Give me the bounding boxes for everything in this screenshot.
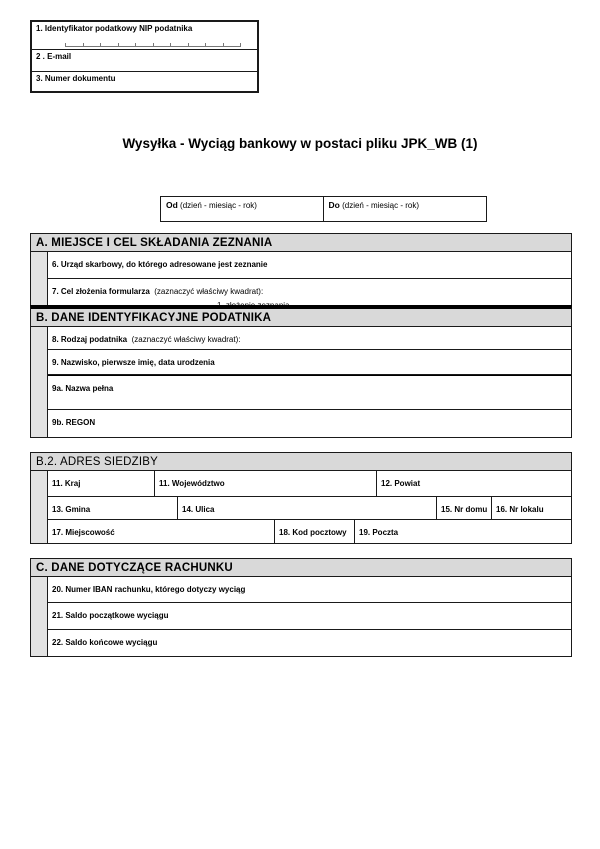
field-16-label: 16. Nr lokalu [496, 505, 544, 514]
field-11-wojewodztwo-label: 11. Województwo [159, 479, 225, 488]
field-9-nazwisko-imie-data[interactable] [48, 350, 571, 375]
section-c-gutter [31, 577, 48, 656]
field-21-saldo-poczatkowe[interactable] [48, 603, 571, 630]
section-c-header: C. DANE DOTYCZĄCE RACHUNKU [31, 559, 571, 577]
date-to-hint: (dzień - miesiąc - rok) [342, 201, 419, 210]
field-12-label: 12. Powiat [381, 479, 421, 488]
date-range-box [160, 196, 487, 222]
nip-entry-line[interactable] [65, 43, 241, 47]
field-18-kod-pocztowy[interactable] [275, 520, 355, 543]
section-a-header: A. MIEJSCE I CEL SKŁADANIA ZEZNANIA [31, 234, 571, 252]
date-from-hint: (dzień - miesiąc - rok) [180, 201, 257, 210]
field-13-label: 13. Gmina [52, 505, 91, 514]
section-a [30, 233, 572, 306]
field-20-numer-iban[interactable] [48, 577, 571, 603]
field-12-powiat[interactable] [377, 471, 571, 496]
field-13-gmina[interactable] [48, 497, 178, 519]
field-14-ulica[interactable] [178, 497, 437, 519]
section-c [30, 558, 572, 657]
field-20-label: 20. Numer IBAN rachunku, którego dotyczy wyciąg [52, 585, 246, 594]
section-a-gutter [31, 252, 48, 305]
date-from-field[interactable] [161, 197, 324, 221]
field-22-saldo-koncowe[interactable] [48, 630, 571, 656]
field-16-nr-lokalu[interactable] [492, 497, 571, 519]
field-6-urzad-skarbowy[interactable] [48, 252, 571, 279]
field-email[interactable] [32, 50, 257, 72]
field-8-label: 8. Rodzaj podatnika [52, 335, 128, 344]
field-8-rodzaj-podatnika [48, 327, 571, 350]
section-b2 [30, 452, 572, 544]
field-9b-regon[interactable] [48, 410, 571, 437]
field-7-cel-zlozenia [48, 279, 571, 305]
taxpayer-id-box [30, 20, 259, 93]
field-11-wojewodztwo[interactable] [155, 471, 377, 496]
field-nip[interactable] [32, 22, 257, 50]
field-document-number-label: 3. Numer dokumentu [36, 74, 116, 83]
field-9a-nazwa-pelna[interactable] [48, 375, 571, 410]
field-15-nr-domu[interactable] [437, 497, 492, 519]
field-11-kraj[interactable] [48, 471, 155, 496]
field-19-label: 19. Poczta [359, 528, 399, 537]
field-9b-label: 9b. REGON [52, 418, 96, 427]
field-18-label: 18. Kod pocztowy [279, 528, 347, 537]
section-b [30, 305, 572, 438]
field-7-label: 7. Cel złożenia formularza [52, 287, 150, 296]
date-to-label: Do [328, 200, 340, 210]
date-from-label: Od [166, 200, 178, 210]
field-22-label: 22. Saldo końcowe wyciągu [52, 638, 158, 647]
field-9-label: 9. Nazwisko, pierwsze imię, data urodzenia [52, 358, 215, 367]
section-b-header: B. DANE IDENTYFIKACYJNE PODATNIKA [31, 309, 571, 327]
form-title: Wysyłka - Wyciąg bankowy w postaci pliku JPK_WB (1) [122, 136, 478, 151]
field-7-hint: (zaznaczyć właściwy kwadrat): [154, 287, 264, 296]
section-b2-header: B.2. ADRES SIEDZIBY [31, 453, 571, 471]
field-19-poczta[interactable] [355, 520, 571, 543]
field-15-label: 15. Nr domu [441, 505, 488, 514]
field-email-label: 2 . E-mail [36, 52, 72, 61]
field-document-number[interactable] [32, 72, 257, 91]
section-b2-gutter [31, 471, 48, 543]
field-21-label: 21. Saldo początkowe wyciągu [52, 611, 169, 620]
section-b-gutter [31, 327, 48, 437]
field-nip-label: 1. Identyfikator podatkowy NIP podatnika [36, 24, 193, 33]
date-to-field[interactable] [324, 197, 487, 221]
field-11-label: 11. Kraj [52, 479, 81, 488]
field-9a-label: 9a. Nazwa pełna [52, 384, 114, 393]
field-8-hint: (zaznaczyć właściwy kwadrat): [131, 335, 241, 344]
field-14-label: 14. Ulica [182, 505, 215, 514]
field-6-label: 6. Urząd skarbowy, do którego adresowane jest zeznanie [52, 260, 268, 269]
field-17-miejscowosc[interactable] [48, 520, 275, 543]
field-17-label: 17. Miejscowość [52, 528, 115, 537]
